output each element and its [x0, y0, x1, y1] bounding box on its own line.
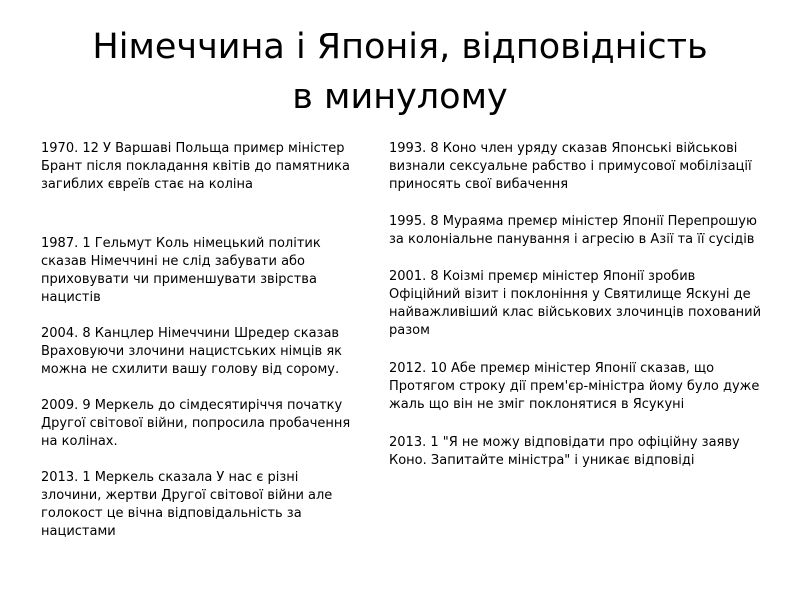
entry-japan-1995: 1995. 8 Мураяма премєр міністер Японії Перепрошую за колоніальне панування і агресію в Азії та її сусідів: [389, 214, 757, 247]
entry-japan-2013: 2013. 1 "Я не можу відповідати про офіційну заяву Коно. Запитайте міністра" і уникає відповіді: [389, 435, 740, 468]
left-column-germany: [41, 140, 361, 541]
entry-germany-1987: 1987. 1 Гельмут Коль німецький політик сказав Німеччині не слід забувати або приховувати чи применшувати звірства нацистів: [41, 236, 321, 305]
title-line-1: Німеччина і Японія, відповідність: [92, 27, 708, 67]
entry-germany-2004: 2004. 8 Канцлер Німеччини Шредер сказав Враховуючи злочини нацистських німців як можна не схилити вашу голову від сорому.: [41, 326, 342, 377]
slide-title: [20, 22, 780, 122]
right-column-japan: [389, 140, 769, 470]
entry-japan-2001: 2001. 8 Коізмі премєр міністер Японії зробив Офіційний візит і поклоніння у Святилище Яскуні де найважливіший клас військових злочинців похований разом: [389, 269, 762, 338]
entry-japan-1993: 1993. 8 Коно член уряду сказав Японські військові визнали сексуальне рабство і примусової мобілізації приносять свої вибачення: [389, 141, 752, 192]
entry-germany-2009: 2009. 9 Меркель до сімдесятиріччя початку Другої світової війни, попросила пробачення на колінах.: [41, 398, 351, 449]
entry-germany-2013: 2013. 1 Меркель сказала У нас є різні злочини, жертви Другої світової війни але голокост це вічна відповідальність за нацистами: [41, 470, 333, 539]
entry-japan-2012: 2012. 10 Абе премєр міністер Японії сказав, що Протягом строку дії прем'єр-міністра йому було дуже жаль що він не зміг поклонятися в Ясукуні: [389, 361, 760, 412]
title-line-2: в минулому: [292, 77, 508, 117]
entry-germany-1970: 1970. 12 У Варшаві Польща примєр міністер Брант після покладання квітів до памятника загиблих євреїв стає на коліна: [41, 141, 350, 192]
